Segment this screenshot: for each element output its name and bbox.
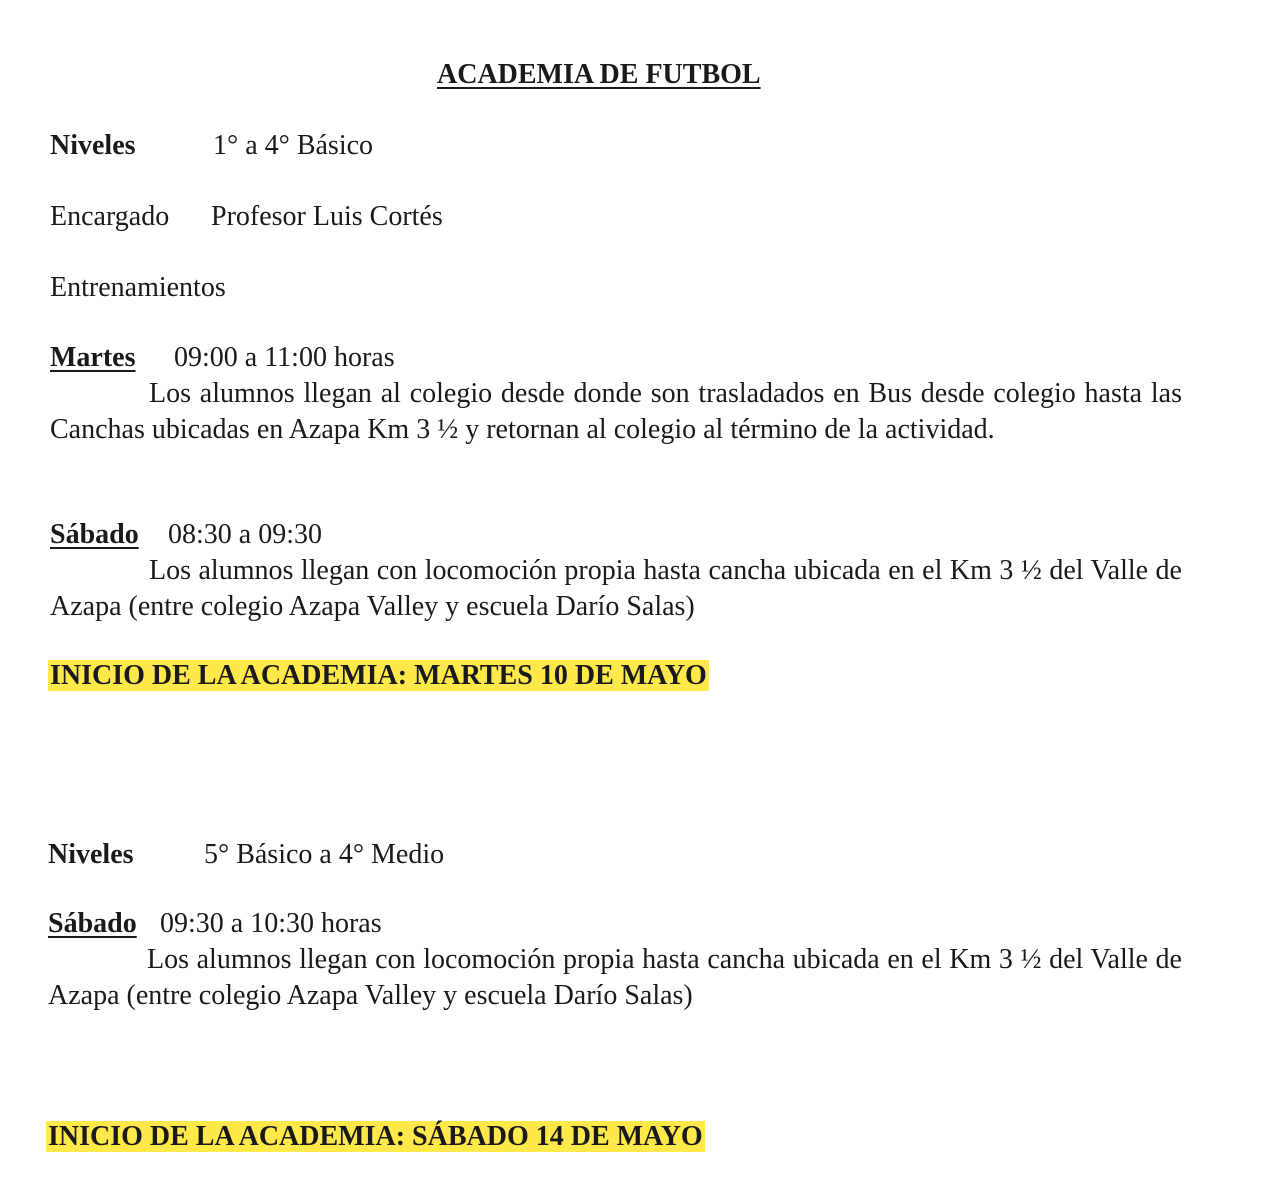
niveles-label-2: Niveles <box>48 839 134 870</box>
sabado-day: Sábado <box>50 519 139 550</box>
sabado-description: Los alumnos llegan con locomoción propia hasta cancha ubicada en el Km 3 ½ del Valle de Azapa (entre colegio Azapa Valley y escuela Darío Salas) <box>50 555 1182 622</box>
inicio-academia-2 <box>46 1123 705 1151</box>
martes-day: Martes <box>50 342 136 373</box>
encargado-label: Encargado <box>50 201 170 232</box>
encargado-value: Profesor Luis Cortés <box>211 201 443 232</box>
martes-description: Los alumnos llegan al colegio desde donde son trasladados en Bus desde colegio hasta las Canchas ubicadas en Azapa Km 3 ½ y retornan al colegio al término de la actividad. <box>50 378 1182 445</box>
martes-time: 09:00 a 11:00 horas <box>174 342 395 373</box>
sabado-description-2: Los alumnos llegan con locomoción propia hasta cancha ubicada en el Km 3 ½ del Valle de Azapa (entre colegio Azapa Valley y escuela Darío Salas) <box>48 944 1182 1011</box>
sabado-time-2: 09:30 a 10:30 horas <box>160 908 382 939</box>
document-title: ACADEMIA DE FUTBOL <box>437 59 761 90</box>
inicio-highlight-2: INICIO DE LA ACADEMIA: SÁBADO 14 DE MAYO <box>48 1121 703 1152</box>
niveles-value: 1° a 4° Básico <box>213 130 374 161</box>
sabado-time: 08:30 a 09:30 <box>168 519 322 550</box>
sabado-day-2: Sábado <box>48 908 137 939</box>
niveles-label: Niveles <box>50 130 136 161</box>
inicio-highlight-1: INICIO DE LA ACADEMIA: MARTES 10 DE MAYO <box>50 660 707 691</box>
entrenamientos-label: Entrenamientos <box>50 272 226 303</box>
inicio-academia-1 <box>48 662 709 690</box>
niveles-value-2: 5° Básico a 4° Medio <box>204 839 445 870</box>
